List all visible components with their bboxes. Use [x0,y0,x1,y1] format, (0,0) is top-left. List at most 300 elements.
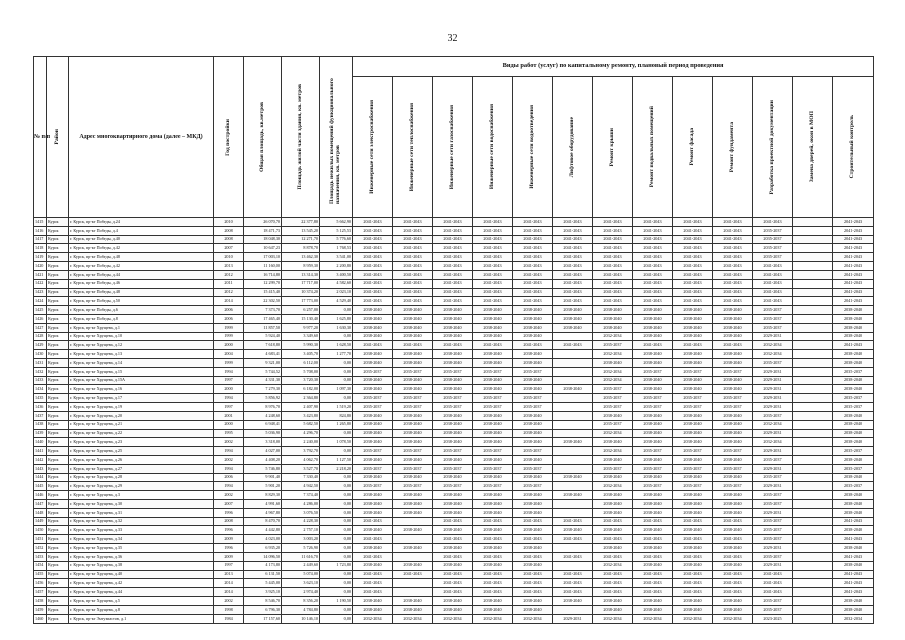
row-work-period: 2041-2043 [593,552,633,561]
row-number: 1448 [34,508,47,517]
row-work-period: 2041-2043 [673,535,713,544]
row-work-period: 2035-2037 [633,464,673,473]
row-work-period: 2041-2043 [593,535,633,544]
row-work-period: 2041-2043 [513,279,553,288]
row-number: 1440 [34,438,47,447]
row-year: 2013 [214,570,244,579]
row-work-period: 2023-2025 [753,614,793,623]
row-work-period: 2041-2043 [713,262,753,271]
row-work-period: 2038-2040 [393,438,433,447]
row-work-period: 2041-2043 [673,279,713,288]
row-total-area: 5 901,20 [244,482,282,491]
row-work-period: 2038-2040 [713,438,753,447]
row-nonliving-area: 0,00 [320,526,353,535]
row-work-period: 2035-2037 [673,464,713,473]
row-work-period: 2038-2040 [633,323,673,332]
row-work-period: 2038-2040 [833,500,874,509]
row-total-area: 7 373,70 [244,306,282,315]
row-number: 1444 [34,473,47,482]
row-work-period: 2029-2031 [753,429,793,438]
row-work-period [553,359,593,368]
row-district: Курск [47,376,69,385]
row-number: 1433 [34,376,47,385]
row-work-period: 2035-2037 [753,491,793,500]
row-nonliving-area: 2 200,80 [320,262,353,271]
row-living-area: 17 773,00 [282,297,320,306]
row-address: г. Курск, пр-кт Хрущева, д.25 [69,447,214,456]
row-work-period: 2038-2040 [633,385,673,394]
row-nonliving-area: 0,00 [320,376,353,385]
row-work-period: 2038-2040 [513,323,553,332]
row-nonliving-area: 0,00 [320,306,353,315]
row-work-period: 2041-2043 [633,262,673,271]
row-living-area: 6 257,00 [282,306,320,315]
row-work-period: 2032-2034 [593,350,633,359]
row-year: 2008 [214,226,244,235]
row-nonliving-area: 0,00 [320,544,353,553]
row-year: 2000 [214,341,244,350]
row-work-period: 2038-2040 [433,429,473,438]
row-year: 2014 [214,297,244,306]
table-row [34,411,874,420]
row-district: Курск [47,226,69,235]
row-address: г. Курск, пр-кт Хрущева, д.20 [69,411,214,420]
row-living-area: 5 990,30 [282,341,320,350]
row-work-period: 2041-2043 [713,235,753,244]
row-nonliving-area: 3 541,00 [320,253,353,262]
row-year: 2014 [214,579,244,588]
row-work-period [793,579,833,588]
row-nonliving-area: 1 723,80 [320,561,353,570]
row-work-period: 2035-2037 [393,403,433,412]
row-work-period: 2041-2043 [713,552,753,561]
row-work-period: 2035-2037 [713,403,753,412]
row-work-period: 2041-2043 [513,226,553,235]
header-work-type [753,77,793,218]
row-work-period: 2038-2040 [713,500,753,509]
table-row [34,341,874,350]
row-district: Курск [47,218,69,227]
row-work-period: 2035-2037 [393,447,433,456]
row-work-period: 2038-2040 [353,596,393,605]
row-work-period: 2029-2031 [753,376,793,385]
row-work-period: 2038-2040 [393,455,433,464]
row-work-period: 2035-2037 [433,394,473,403]
row-year: 2002 [214,455,244,464]
row-nonliving-area: 0,00 [320,359,353,368]
row-work-period: 2038-2040 [433,350,473,359]
row-district: Курск [47,359,69,368]
row-work-period: 2041-2043 [633,579,673,588]
header-work-type-text: Замена дверей, окон в МОП [808,111,815,183]
row-total-area: 6 796,30 [244,605,282,614]
table-row [34,535,874,544]
row-work-period: 2041-2043 [353,279,393,288]
row-work-period: 2038-2040 [593,314,633,323]
row-work-period: 2038-2040 [393,473,433,482]
row-work-period: 2038-2040 [833,605,874,614]
table-row [34,314,874,323]
row-work-period [793,376,833,385]
row-work-period: 2038-2040 [673,376,713,385]
row-year: 2002 [214,596,244,605]
row-work-period: 2035-2037 [753,535,793,544]
row-work-period: 2041-2043 [593,244,633,253]
row-district: Курск [47,517,69,526]
row-living-area: 13 462,30 [282,253,320,262]
header-work-type-text: Инженерные сети водоснабжения [488,104,495,190]
row-work-period: 2041-2043 [353,244,393,253]
row-work-period: 2032-2034 [513,614,553,623]
row-address: г. Курск, пр-кт Хрущева, д.33 [69,526,214,535]
header-work-type [353,77,393,218]
table-row [34,403,874,412]
row-living-area: 3 527,70 [282,464,320,473]
row-year: 2000 [214,420,244,429]
row-work-period: 2035-2037 [353,482,393,491]
row-nonliving-area: 1 078,50 [320,438,353,447]
row-address: г. Курск, пр-кт Хрущева, д.42 [69,579,214,588]
row-work-period: 2041-2043 [433,570,473,579]
row-work-period: 2038-2040 [433,438,473,447]
row-number: 1434 [34,385,47,394]
row-work-period: 2035-2037 [353,367,393,376]
row-work-period: 2038-2040 [513,561,553,570]
row-living-area: 3 720,30 [282,376,320,385]
row-work-period: 2038-2040 [473,500,513,509]
row-work-period [793,314,833,323]
row-work-period: 2035-2037 [753,500,793,509]
row-work-period: 2041-2043 [833,244,874,253]
row-work-period: 2038-2040 [473,411,513,420]
row-work-period: 2038-2040 [473,491,513,500]
row-work-period: 2038-2040 [673,385,713,394]
row-number: 1421 [34,270,47,279]
row-work-period: 2038-2040 [513,306,553,315]
row-work-period: 2041-2043 [593,279,633,288]
row-work-period: 2038-2040 [833,306,874,315]
row-number: 1455 [34,570,47,579]
row-work-period: 2038-2040 [433,455,473,464]
row-work-period: 2038-2040 [833,314,874,323]
row-work-period: 2038-2040 [633,429,673,438]
row-work-period: 2032-2034 [753,350,793,359]
row-nonliving-area: 0,00 [320,570,353,579]
row-work-period [793,367,833,376]
row-work-period: 2041-2043 [713,341,753,350]
row-work-period [793,535,833,544]
row-work-period: 2041-2043 [553,579,593,588]
row-work-period: 2038-2040 [673,596,713,605]
row-work-period: 2041-2043 [393,262,433,271]
row-year: 1994 [214,367,244,376]
row-work-period: 2041-2043 [633,297,673,306]
row-work-period [553,367,593,376]
row-work-period: 2035-2037 [833,482,874,491]
row-work-period [793,359,833,368]
row-year: 2007 [214,500,244,509]
row-address: г. Курск, пр-кт Хрущева, д.14 [69,359,214,368]
row-address: г. Курск, пр-кт Хрущева, д.15А [69,376,214,385]
row-nonliving-area: 0,00 [320,588,353,597]
row-work-period: 2035-2037 [593,385,633,394]
row-work-period: 2041-2043 [673,226,713,235]
row-work-period: 2041-2043 [673,235,713,244]
row-work-period [553,332,593,341]
row-work-period: 2038-2040 [513,411,553,420]
row-work-period [793,473,833,482]
row-work-period: 2041-2043 [473,218,513,227]
row-work-period: 2041-2043 [713,218,753,227]
row-nonliving-area: 0,00 [320,491,353,500]
row-work-period [553,376,593,385]
row-work-period: 2038-2040 [433,473,473,482]
row-total-area: 8 829,30 [244,491,282,500]
row-district: Курск [47,367,69,376]
row-work-period: 2041-2043 [433,279,473,288]
row-year: 2000 [214,385,244,394]
row-work-period: 2041-2043 [633,244,673,253]
row-district: Курск [47,544,69,553]
header-work-type-text: Лифтовое оборудование [568,116,575,178]
header-work-type-text: Ремонт фасада [688,128,695,166]
row-work-period: 2038-2040 [393,508,433,517]
row-work-period: 2041-2043 [673,218,713,227]
row-work-period: 2032-2034 [473,614,513,623]
row-living-area: 6 112,00 [282,359,320,368]
row-work-period: 2038-2040 [513,544,553,553]
row-work-period: 2035-2037 [753,314,793,323]
row-work-period: 2038-2040 [473,561,513,570]
row-district: Курск [47,297,69,306]
row-work-period: 2038-2040 [393,420,433,429]
row-address: г. Курск, пр-кт Победы, д.48 [69,253,214,262]
row-work-period: 2038-2040 [673,323,713,332]
row-work-period [793,491,833,500]
row-total-area: 18 471,73 [244,226,282,235]
header-living-area-text: Площадь жилой части здания, кв. метров [296,84,303,190]
row-work-period: 2038-2040 [633,500,673,509]
row-work-period: 2038-2040 [673,508,713,517]
row-work-period: 2035-2037 [393,394,433,403]
row-address: г. Курск, пр-кт Хрущева, д.16 [69,385,214,394]
row-work-period: 2041-2043 [433,253,473,262]
row-work-period: 2038-2040 [833,411,874,420]
row-work-period [393,535,433,544]
row-work-period: 2041-2043 [633,535,673,544]
row-work-period: 2035-2037 [753,552,793,561]
row-living-area: 2 407,90 [282,403,320,412]
row-work-period: 2041-2043 [593,235,633,244]
row-work-period: 2038-2040 [673,411,713,420]
table-row [34,226,874,235]
row-work-period: 2035-2037 [753,226,793,235]
row-work-period [793,218,833,227]
row-address: г. Курск, пр-кт Победы, д.42 [69,262,214,271]
row-work-period: 2038-2040 [713,306,753,315]
row-work-period: 2032-2034 [753,341,793,350]
row-nonliving-area: 1 630,30 [320,323,353,332]
row-work-period: 2041-2043 [713,226,753,235]
row-total-area: 6 131,50 [244,570,282,579]
row-work-period: 2038-2040 [433,359,473,368]
row-work-period: 2038-2040 [513,500,553,509]
row-work-period [793,544,833,553]
row-address: г. Курск, пр-кт Победы, д.50 [69,297,214,306]
row-address: г. Курск, пр-кт Победы, д.24 [69,218,214,227]
row-total-area: 7 618,80 [244,341,282,350]
row-work-period: 2041-2043 [833,297,874,306]
row-number: 1438 [34,420,47,429]
row-work-period: 2041-2043 [553,235,593,244]
row-work-period: 2038-2040 [713,314,753,323]
row-number: 1435 [34,394,47,403]
row-district: Курск [47,262,69,271]
row-work-period: 2041-2043 [673,341,713,350]
row-work-period [793,447,833,456]
table-row [34,350,874,359]
row-number: 1425 [34,306,47,315]
row-total-area: 5 924,40 [244,332,282,341]
row-nonliving-area: 0,00 [320,367,353,376]
row-work-period: 2038-2040 [553,438,593,447]
row-work-period: 2035-2037 [433,367,473,376]
row-work-period: 2041-2043 [473,288,513,297]
row-work-period: 2041-2043 [393,253,433,262]
row-work-period: 2041-2043 [433,341,473,350]
row-year: 1984 [214,614,244,623]
header-work-type [793,77,833,218]
row-nonliving-area: 5 776,60 [320,235,353,244]
row-district: Курск [47,411,69,420]
row-work-period: 2041-2043 [833,253,874,262]
row-address: г. Курск, пр-кт Хрущева, д.31 [69,508,214,517]
row-district: Курск [47,447,69,456]
row-work-period: 2038-2040 [713,420,753,429]
row-work-period: 2038-2040 [593,491,633,500]
row-work-period [793,253,833,262]
row-district: Курск [47,596,69,605]
row-work-period: 2038-2040 [833,561,874,570]
row-living-area: 3 623,10 [282,579,320,588]
row-work-period: 2038-2040 [353,385,393,394]
row-living-area: 3 792,70 [282,447,320,456]
header-work-type [593,77,633,218]
row-work-period: 2041-2043 [713,297,753,306]
row-work-period [393,579,433,588]
row-work-period: 2038-2040 [513,473,553,482]
row-work-period: 2038-2040 [833,420,874,429]
row-year: 1996 [214,508,244,517]
row-year: 1998 [214,605,244,614]
row-work-period: 2041-2043 [473,517,513,526]
row-total-area: 4 442,80 [244,526,282,535]
row-work-period: 2038-2040 [393,314,433,323]
row-address: г. Курск, пр-кт Хрущева, д.29 [69,482,214,491]
row-work-period: 2038-2040 [673,332,713,341]
row-work-period: 2041-2043 [353,253,393,262]
row-work-period: 2041-2043 [433,262,473,271]
row-work-period: 2035-2037 [353,464,393,473]
header-year [214,57,244,218]
row-work-period: 2041-2043 [553,588,593,597]
row-work-period: 2038-2040 [473,544,513,553]
row-total-area: 4 991,60 [244,500,282,509]
row-work-period: 2041-2043 [633,226,673,235]
row-number: 1423 [34,288,47,297]
row-work-period: 2038-2040 [713,411,753,420]
row-year: 1997 [214,561,244,570]
row-work-period: 2035-2037 [513,403,553,412]
row-work-period [553,403,593,412]
row-work-period: 2038-2040 [633,526,673,535]
row-work-period: 2038-2040 [353,376,393,385]
row-work-period: 2041-2043 [473,262,513,271]
row-work-period [793,341,833,350]
row-year: 2011 [214,279,244,288]
row-year: 2006 [214,306,244,315]
row-work-period [793,552,833,561]
row-work-period [553,464,593,473]
row-district: Курск [47,279,69,288]
header-year-text: Год постройки [224,118,231,156]
row-work-period [793,570,833,579]
row-work-period: 2032-2034 [593,561,633,570]
row-work-period: 2041-2043 [593,297,633,306]
row-work-period: 2038-2040 [353,473,393,482]
row-work-period: 2038-2040 [473,359,513,368]
row-work-period: 2035-2037 [353,403,393,412]
row-work-period: 2038-2040 [833,385,874,394]
row-work-period: 2038-2040 [393,376,433,385]
row-work-period: 2041-2043 [473,535,513,544]
header-nonliving-area-text: Площадь нежилых помещений функционального назначения, кв. метров [329,78,341,204]
header-work-type [833,77,874,218]
row-total-area: 4 331,30 [244,376,282,385]
row-nonliving-area: 0,00 [320,614,353,623]
row-work-period: 2041-2043 [833,570,874,579]
row-work-period: 2038-2040 [673,544,713,553]
row-work-period: 2041-2043 [593,218,633,227]
row-total-area: 22 302,50 [244,297,282,306]
row-work-period: 2041-2043 [673,288,713,297]
row-work-period: 2038-2040 [393,605,433,614]
row-address: г. Курск, пр-кт Хрущева, д.8 [69,605,214,614]
row-year: 1996 [214,544,244,553]
row-work-period: 2038-2040 [833,596,874,605]
row-work-period: 2038-2040 [393,350,433,359]
row-work-period: 2041-2043 [753,279,793,288]
row-district: Курск [47,270,69,279]
row-work-period [793,561,833,570]
row-work-period: 2035-2037 [673,403,713,412]
row-district: Курск [47,253,69,262]
row-work-period: 2029-2031 [553,614,593,623]
table-row [34,323,874,332]
row-work-period: 2041-2043 [513,341,553,350]
row-number: 1447 [34,500,47,509]
row-work-period: 2038-2040 [713,332,753,341]
row-living-area: 4 784,80 [282,605,320,614]
row-work-period [553,508,593,517]
row-work-period: 2038-2040 [353,508,393,517]
table-row [34,605,874,614]
table-row [34,218,874,227]
row-work-period: 2041-2043 [553,270,593,279]
row-work-period: 2035-2037 [473,367,513,376]
row-work-period: 2041-2043 [393,226,433,235]
table-row [34,517,874,526]
